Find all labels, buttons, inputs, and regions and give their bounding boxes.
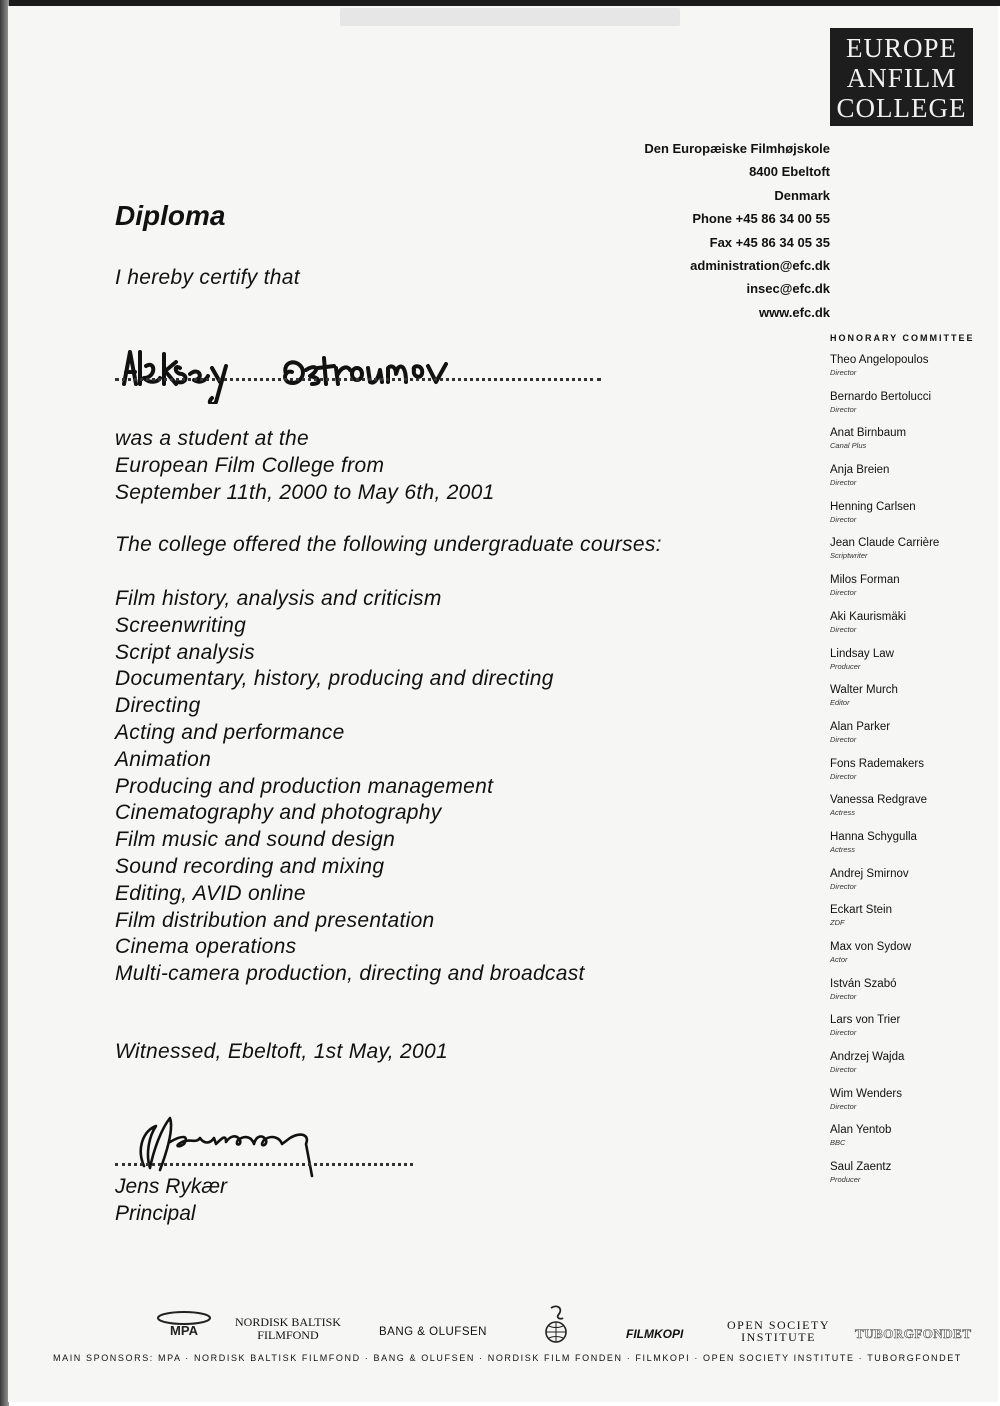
committee-member (830, 977, 990, 1014)
country: Denmark (774, 187, 830, 203)
student-name-signature (116, 344, 486, 404)
committee-member (830, 1013, 990, 1050)
college-address (644, 137, 830, 324)
school-name: Den Europæiske Filmhøjskole (644, 141, 830, 156)
course-item: Sound recording and mixing (115, 854, 385, 878)
committee-member (830, 426, 990, 463)
committee-member (830, 867, 990, 904)
committee-member (830, 647, 990, 684)
member-role: Director (830, 588, 857, 598)
committee-member (830, 757, 990, 794)
committee-member (830, 390, 990, 427)
main-sponsors-line: MAIN SPONSORS: MPA · NORDISK BALTISK FILMFOND · BANG & OLUFSEN · NORDISK FILM FONDEN · FILMKOPI · OPEN SOCIETY INSTITUTE · TUBORGFONDET (53, 1353, 962, 1363)
course-item: Animation (115, 747, 212, 771)
member-role: Producer (830, 1175, 861, 1185)
committee-member (830, 610, 990, 647)
certify-line: I hereby certify that (115, 266, 300, 289)
member-role: Director (830, 514, 857, 524)
committee-member (830, 353, 990, 390)
course-item: Screenwriting (115, 613, 247, 637)
committee-member (830, 536, 990, 573)
mpa-logo-text: MPA (170, 1323, 198, 1338)
course-item: Acting and performance (115, 720, 345, 744)
committee-member (830, 793, 990, 830)
member-role: Director (830, 624, 857, 634)
member-name: Eckart Stein (830, 904, 892, 917)
committee-member (830, 573, 990, 610)
student-line: September 11th, 2000 to May 6th, 2001 (115, 480, 495, 504)
course-list (115, 586, 585, 988)
member-name: Hanna Schygulla (830, 830, 917, 843)
committee-member (830, 1123, 990, 1160)
member-role: Actress (830, 844, 856, 854)
course-item: Directing (115, 694, 201, 718)
mpa-logo (155, 1310, 213, 1338)
fax: Fax +45 86 34 05 35 (709, 234, 830, 250)
logo-line: ANFILM (846, 63, 957, 93)
committee-member (830, 463, 990, 500)
witnessed-line: Witnessed, Ebeltoft, 1st May, 2001 (115, 1040, 448, 1063)
member-name: Vanessa Redgrave (830, 794, 927, 807)
member-name: Theo Angelopoulos (830, 354, 929, 366)
member-name: Andrzej Wajda (830, 1051, 905, 1064)
open-society-logo (727, 1319, 830, 1343)
course-item: Documentary, history, producing and directing (115, 667, 554, 691)
member-role: Actor (830, 955, 848, 964)
course-item: Film history, analysis and criticism (115, 587, 442, 610)
committee-member (830, 720, 990, 757)
tuborgfondet-logo: TUBORGFONDET (855, 1326, 972, 1341)
member-role: Editor (830, 698, 850, 708)
committee-member (830, 1160, 990, 1197)
student-line: was a student at the (115, 427, 309, 450)
member-role: Director (830, 404, 857, 414)
member-name: Alan Yentob (830, 1124, 892, 1137)
committee-member (830, 500, 990, 537)
member-name: Lindsay Law (830, 647, 894, 660)
bang-olufsen-logo: BANG & OLUFSEN (379, 1326, 487, 1338)
filmkopi-logo: FILMKOPI (626, 1327, 684, 1341)
course-item: Film music and sound design (115, 828, 396, 852)
nordisk-baltisk-logo (235, 1316, 341, 1342)
globe-icon (543, 1304, 569, 1344)
member-role: Director (830, 1065, 857, 1075)
committee-member (830, 830, 990, 867)
committee-member (830, 1050, 990, 1087)
member-role: Actress (830, 808, 856, 818)
member-role: Scriptwriter (830, 551, 868, 561)
logo-line: COLLEGE (836, 93, 967, 123)
member-role: Director (830, 734, 857, 744)
member-role: Director (830, 771, 857, 781)
member-name: Wim Wenders (830, 1087, 902, 1100)
osi-line: INSTITUTE (741, 1330, 816, 1344)
member-name: Alan Parker (830, 720, 891, 733)
member-name: Lars von Trier (830, 1014, 901, 1027)
member-role: Director (830, 478, 857, 488)
member-name: Anat Birnbaum (830, 427, 907, 440)
course-item: Producing and production management (115, 774, 494, 798)
committee-member (830, 1087, 990, 1124)
member-name: Bernardo Bertolucci (830, 390, 931, 403)
member-role: ZDF (830, 918, 845, 928)
member-role: Director (830, 1101, 857, 1111)
osi-line: OPEN SOCIETY (727, 1318, 831, 1332)
member-role: Director (830, 1028, 857, 1038)
course-item: Script analysis (115, 640, 255, 664)
member-name: Milos Forman (830, 574, 900, 587)
sponsor-logos (150, 1302, 970, 1346)
member-role: BBC (830, 1138, 846, 1148)
course-item: Multi-camera production, directing and broadcast (115, 962, 585, 986)
principal-block (115, 1173, 227, 1227)
member-name: Fons Rademakers (830, 757, 924, 770)
principal-name: Jens Rykær (115, 1175, 228, 1198)
member-name: Walter Murch (830, 684, 898, 697)
member-role: Director (830, 368, 857, 377)
signature-dotted-line (115, 1163, 413, 1166)
member-name: István Szabó (830, 977, 897, 990)
phone: Phone +45 86 34 00 55 (692, 211, 830, 227)
member-name: Henning Carlsen (830, 500, 916, 513)
course-item: Editing, AVID online (115, 881, 306, 905)
member-role: Director (830, 991, 857, 1001)
member-role: Canal Plus (830, 441, 867, 451)
member-name: Aki Kaurismäki (830, 610, 907, 623)
nbf-line: NORDISK BALTISK (235, 1315, 341, 1329)
member-role: Producer (830, 661, 861, 671)
student-period (115, 426, 495, 506)
name-dotted-line (115, 378, 601, 381)
member-name: Max von Sydow (830, 941, 912, 953)
course-item: Cinematography and photography (115, 801, 442, 825)
postal-city: 8400 Ebeltoft (749, 164, 830, 180)
email-insec: insec@efc.dk (746, 281, 830, 297)
nbf-line: FILMFOND (257, 1328, 319, 1342)
committee-heading: HONORARY COMMITTEE (830, 333, 975, 343)
committee-member (830, 903, 990, 940)
diploma-title: Diploma (115, 200, 226, 231)
member-name: Anja Breien (830, 464, 890, 477)
email-admin: administration@efc.dk (690, 258, 830, 274)
member-role: Director (830, 881, 857, 891)
member-name: Jean Claude Carrière (830, 537, 940, 550)
committee-member (830, 940, 990, 977)
principal-title: Principal (115, 1202, 196, 1225)
scan-smudge (340, 8, 680, 26)
member-name: Andrej Smirnov (830, 867, 909, 880)
committee-member (830, 683, 990, 720)
student-line: European Film College from (115, 453, 385, 477)
course-item: Film distribution and presentation (115, 908, 435, 932)
logo-line: EUROPE (845, 33, 957, 63)
website: www.efc.dk (758, 304, 830, 320)
member-name: Saul Zaentz (830, 1161, 892, 1174)
course-item: Cinema operations (115, 935, 297, 959)
honorary-committee (830, 333, 990, 1197)
courses-intro: The college offered the following undergraduate courses: (115, 533, 662, 556)
college-logo (830, 28, 973, 126)
